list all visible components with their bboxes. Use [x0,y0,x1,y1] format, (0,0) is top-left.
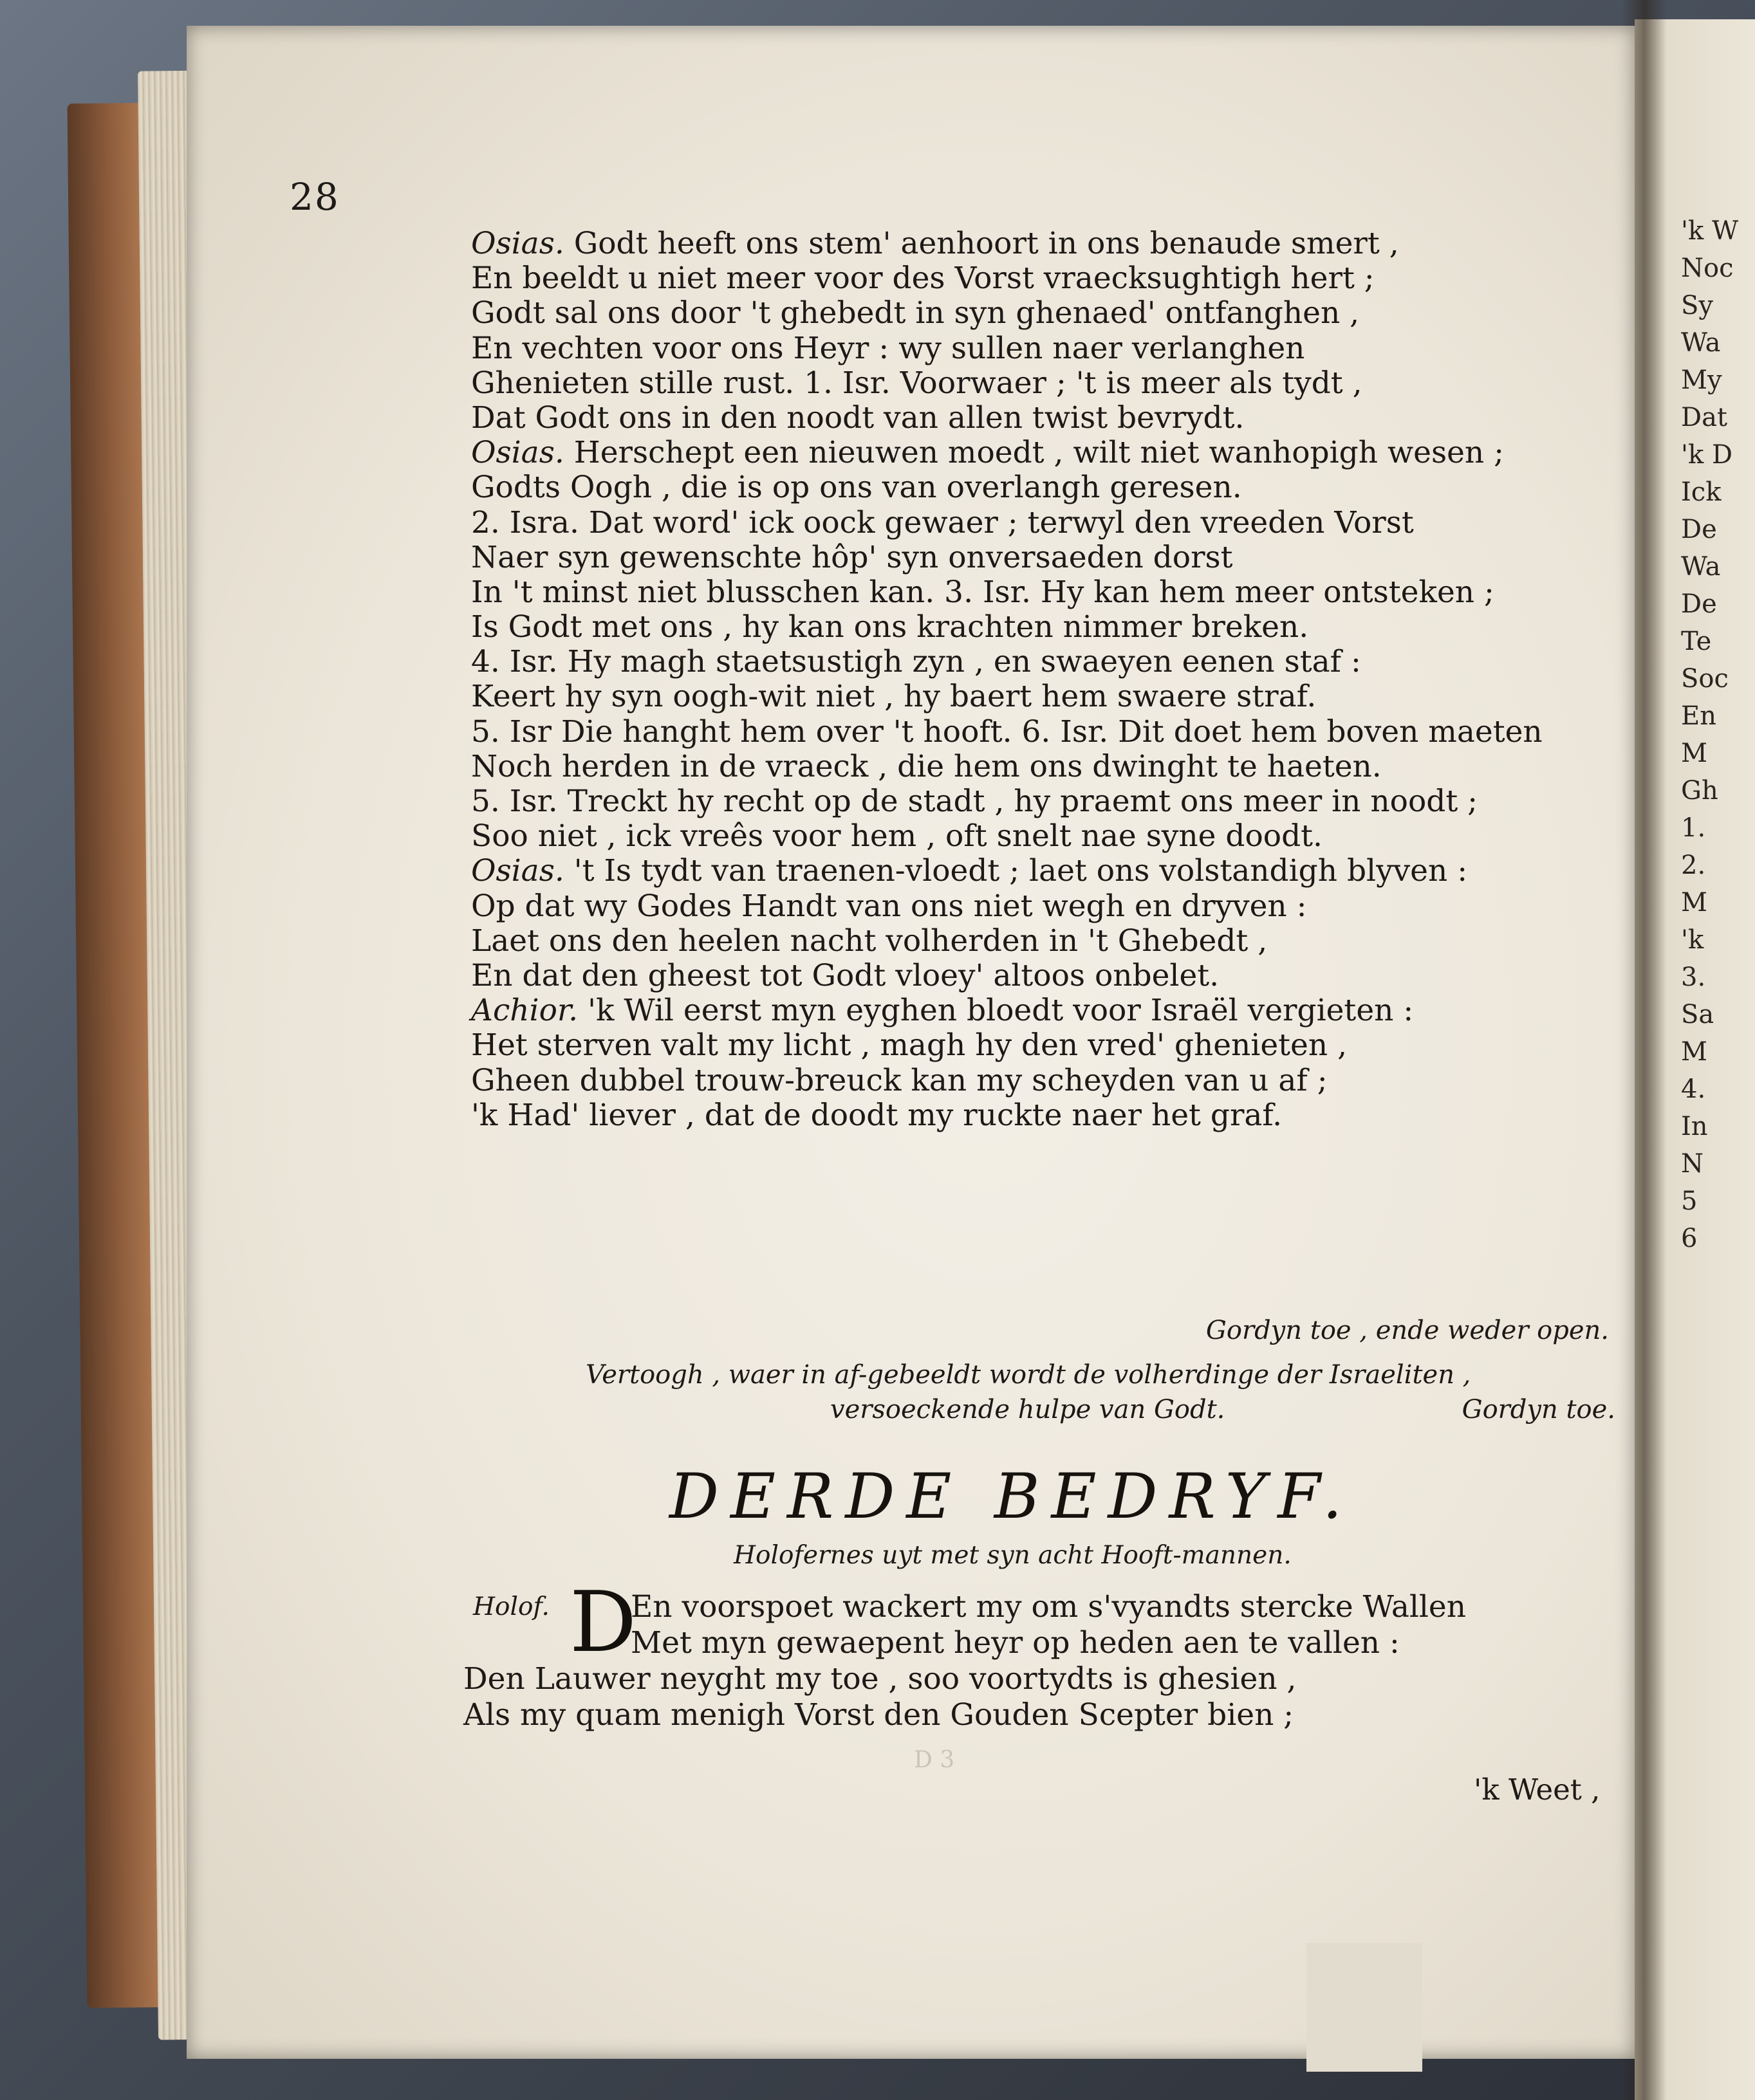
facing-page-fragment: M [1681,888,1707,917]
verse-text: En dat den gheest tot Godt vloey' altoos onbelet. [471,957,1220,993]
tableau-line-1: Vertoogh , waer in af-gebeeldt wordt de volherdinge der Israeliten , [586,1360,1471,1390]
facing-page-fragment: N [1681,1149,1704,1179]
speech-line-1: En voorspoet wackert my om s'vyandts stercke Wallen [631,1589,1467,1625]
signature-mark: D 3 [914,1747,955,1773]
facing-page-fragment: 5 [1681,1186,1698,1216]
verse-line [471,959,1617,993]
verse-line [471,854,1617,889]
facing-page-fragment: En [1681,701,1716,731]
facing-page-fragment: Te [1681,627,1712,656]
stage-direction: Gordyn toe , ende weder open. [1205,1316,1609,1345]
facing-page-fragment: M [1681,739,1707,768]
verse-text: Godt heeft ons stem' aenhoort in ons benaude smert , [573,226,1399,261]
verse-line [471,993,1617,1028]
verse-line [471,784,1617,819]
tableau-description [586,1358,1615,1427]
verse-line [471,575,1617,610]
page-corner-patch [1306,1943,1422,2072]
verse-line [471,610,1617,645]
speaker-label: Osias. [471,853,564,889]
speaker-label: Achior. [471,993,579,1029]
speech-line-2: Met myn gewaepent heyr op heden aen te vallen : [631,1625,1400,1661]
facing-page-fragment: 'k [1681,925,1704,955]
speech-block [463,1573,1622,1733]
speech-line-2-row [463,1625,1622,1661]
speaker-label: Osias. [471,435,564,471]
tableau-curtain: Gordyn toe. [1462,1395,1615,1424]
verse-line [471,679,1617,714]
verse-text: Ghenieten stille rust. 1. Isr. Voorwaer ; 't is meer als tydt , [471,365,1362,401]
verse-line [471,715,1617,750]
verse-line [471,1028,1617,1063]
verse-line [471,750,1617,784]
verse-text: 5. Isr. Treckt hy recht op de stadt , hy praemt ons meer in noodt ; [471,784,1478,819]
verse-line [471,889,1617,924]
verse-text: 4. Isr. Hy magh staetsustigh zyn , en swaeyen eenen staf : [471,644,1361,680]
facing-page-fragment: De [1681,515,1717,544]
facing-page-fragment: M [1681,1037,1707,1067]
verse-text: In 't minst niet blusschen kan. 3. Isr. Hy kan hem meer ontsteken ; [471,574,1494,610]
speech-line-3-row [463,1661,1622,1697]
verse-text: En beeldt u niet meer voor des Vorst vraecksughtigh hert ; [471,261,1375,297]
verse-text: Godt sal ons door 't ghebedt in syn ghenaed' ontfanghen , [471,295,1360,331]
verse-text: Noch herden in de vraeck , die hem ons dwinght te haeten. [471,748,1382,784]
facing-page-fragment: My [1681,365,1722,395]
verse-text: Is Godt met ons , hy kan ons krachten nimmer breken. [471,609,1309,645]
facing-page-fragment: In [1681,1112,1708,1141]
verse-text: Laet ons den heelen nacht volherden in 't Ghebedt , [471,923,1268,959]
verse-text: Naer syn gewenschte hôp' syn onversaeden dorst [471,539,1233,575]
verse-text: 't Is tydt van traenen-vloedt ; laet ons volstandigh blyven : [573,853,1468,889]
verse-text: Gheen dubbel trouw-breuck kan my scheyden van u af ; [471,1062,1328,1098]
verse-text: En vechten voor ons Heyr : wy sullen naer verlanghen [471,330,1305,366]
facing-page-fragment: Sy [1681,291,1713,320]
verse-text: Op dat wy Godes Handt van ons niet wegh en dryven : [471,888,1307,924]
verse-line [471,1098,1617,1133]
verse-text: 2. Isra. Dat word' ick oock gewaer ; terwyl den vreeden Vorst [471,504,1414,540]
facing-page-fragment: Soc [1681,664,1729,694]
verse-block [471,226,1617,1133]
verse-text: 5. Isr Die hanght hem over 't hooft. 6. Isr. Dit doet hem boven maeten [471,714,1543,750]
speech-line-4-row [463,1697,1622,1733]
verse-line [471,506,1617,540]
verse-line [471,540,1617,575]
facing-page-fragment: 2. [1681,851,1706,880]
verse-line [471,261,1617,296]
verse-line [471,470,1617,505]
verse-line [471,924,1617,959]
facing-page-fragment: De [1681,589,1717,619]
facing-page-text [1681,212,1755,1257]
facing-page-fragment: 4. [1681,1074,1706,1104]
drop-cap: D [570,1573,637,1671]
act-title: DERDE BEDRYF. [669,1460,1354,1533]
verse-line [471,401,1617,436]
verse-text: Dat Godt ons in den noodt van allen twist bevrydt. [471,400,1245,436]
verse-text: Keert hy syn oogh-wit niet , hy baert hem swaere straf. [471,679,1317,715]
speaker-label: Osias. [471,226,564,261]
facing-page-fragment: Wa [1681,552,1721,582]
verse-line [471,226,1617,261]
facing-page-fragment: Gh [1681,776,1718,806]
verse-text: Soo niet , ick vreês voor hem , oft snelt nae syne doodt. [471,818,1323,854]
facing-page-fragment: Ick [1681,477,1722,507]
facing-page-fragment: Dat [1681,403,1727,432]
tableau-line-2: versoeckende hulpe van Godt. [830,1395,1225,1424]
facing-page-fragment: Wa [1681,328,1721,358]
facing-page-fragment: 6 [1681,1224,1698,1253]
verse-text: Het sterven valt my licht , magh hy den vred' ghenieten , [471,1027,1348,1064]
speech-line-3: Den Lauwer neyght my toe , soo voortydts is ghesien , [463,1661,1297,1697]
verse-text: 'k Had' liever , dat de doodt my ruckte naer het graf. [471,1097,1283,1133]
speech-line-4: Als my quam menigh Vorst den Gouden Scepter bien ; [463,1697,1294,1733]
verse-line [471,1064,1617,1098]
facing-page-fragment: Noc [1681,253,1734,283]
verse-text: 'k Wil eerst myn eyghen bloedt voor Israël vergieten : [588,993,1414,1029]
page-number: 28 [290,175,340,219]
facing-page-fragment: 'k W [1681,216,1739,246]
facing-page-fragment: Sa [1681,1000,1714,1029]
verse-line [471,296,1617,331]
verse-line [471,645,1617,679]
verse-line [471,331,1617,366]
verse-line [471,366,1617,401]
facing-page-fragment: 1. [1681,813,1706,843]
verse-text: Godts Oogh , die is op ons van overlangh geresen. [471,470,1242,506]
speaker-label: Holof. [473,1592,550,1621]
verse-line [471,819,1617,854]
catchword: 'k Weet , [1474,1773,1601,1807]
scene-heading: Holofernes uyt met syn acht Hooft-mannen. [734,1541,1292,1570]
facing-page-fragment: 'k D [1681,440,1733,470]
verse-text: Herschept een nieuwen moedt , wilt niet wanhopigh wesen ; [573,435,1504,471]
facing-page-fragment: 3. [1681,963,1706,992]
verse-line [471,436,1617,470]
